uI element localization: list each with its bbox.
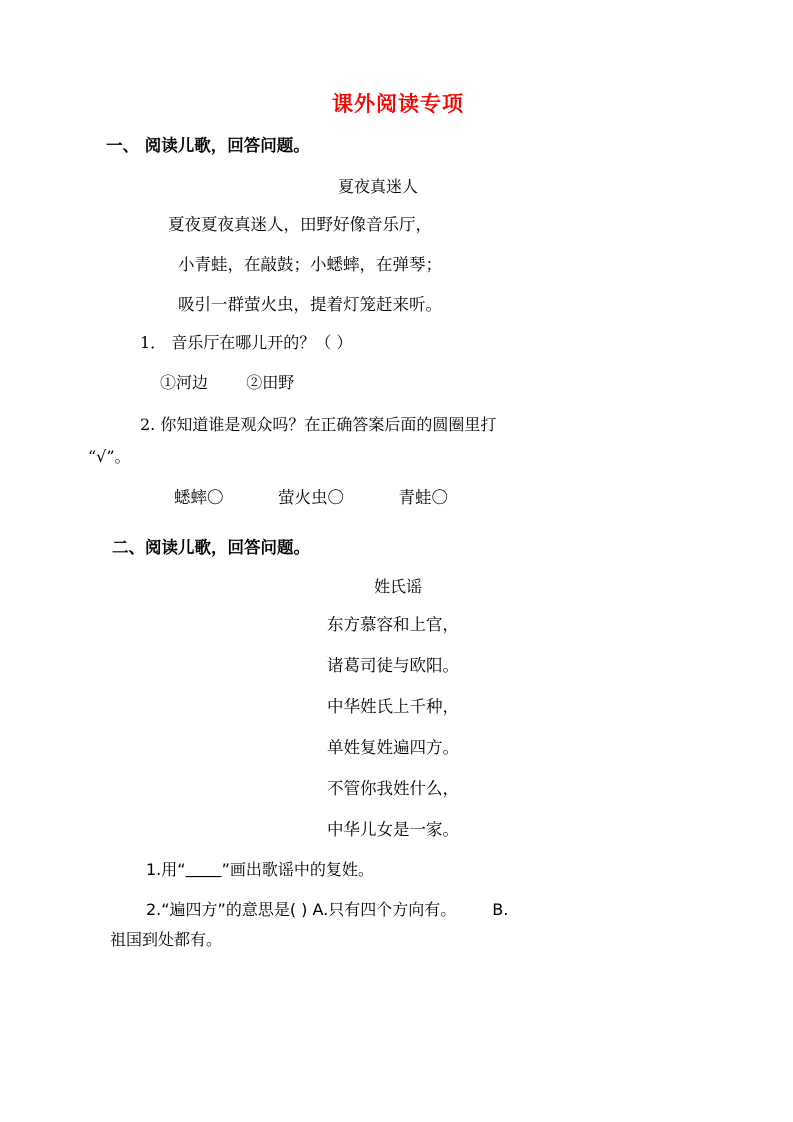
section-1-poem-line-2: 小青蛙，在敲鼓；小蟋蟀，在弹琴； bbox=[178, 255, 442, 274]
section-1-question-1-options bbox=[88, 370, 708, 393]
section-1-answer-circles bbox=[88, 484, 708, 508]
section-1-heading: 一、 阅读儿歌，回答问题。 bbox=[106, 136, 310, 155]
section-2-question-1 bbox=[88, 857, 708, 883]
section-2-poem-line-5: 不管你我姓什么， bbox=[327, 778, 459, 798]
section-2-poem-line-1: 东方慕容和上官， bbox=[327, 614, 459, 634]
document-content bbox=[88, 88, 708, 952]
question-2-option-b: B. bbox=[492, 900, 509, 920]
section-1-question-2-line-1: 2. 你知道谁是观众吗？在正确答案后面的圆圈里打 bbox=[140, 415, 497, 434]
option-1-label: ①河边 bbox=[160, 373, 209, 392]
question-1-suffix: ”画出歌谣中的复姓。 bbox=[221, 859, 374, 879]
section-2-poem-line-6: 中华儿女是一家。 bbox=[327, 819, 459, 839]
section-2-poem-line-3: 中华姓氏上千种， bbox=[327, 696, 459, 716]
section-2-question-2-line-1 bbox=[88, 897, 708, 923]
question-2-text: 2.“遍四方”的意思是( ) A.只有四个方向有。 bbox=[146, 900, 457, 920]
section-1-question-1: 1． 音乐厅在哪儿开的？（ ） bbox=[140, 333, 353, 352]
fill-in-blank[interactable]: ＿＿ bbox=[185, 859, 222, 879]
section-2-poem-line-2: 诸葛司徒与欧阳。 bbox=[327, 655, 459, 675]
section-2-poem-title: 姓氏谣 bbox=[373, 576, 422, 596]
section-2-poem-line-4: 单姓复姓遍四方。 bbox=[327, 737, 459, 757]
section-1-question-2-line-2: “√”。 bbox=[88, 446, 131, 466]
section-1-poem-title: 夏夜真迷人 bbox=[337, 177, 418, 196]
answer-option-firefly[interactable]: 萤火虫〇 bbox=[278, 487, 344, 507]
section-1-poem-line-1: 夏夜夏夜真迷人，田野好像音乐厅， bbox=[168, 215, 432, 234]
answer-option-cricket[interactable]: 蟋蟀〇 bbox=[174, 487, 224, 507]
option-2-label: ②田野 bbox=[246, 373, 295, 392]
question-1-prefix: 1.用“ bbox=[146, 859, 186, 879]
section-1-poem-line-3: 吸引一群萤火虫，提着灯笼赶来听。 bbox=[178, 295, 442, 314]
section-2-question-2-line-2: 祖国到处都有。 bbox=[110, 929, 223, 949]
answer-option-frog[interactable]: 青蛙〇 bbox=[398, 487, 448, 507]
section-2-heading: 二、阅读儿歌，回答问题。 bbox=[112, 537, 310, 557]
page-title: 课外阅读专项 bbox=[332, 92, 464, 116]
